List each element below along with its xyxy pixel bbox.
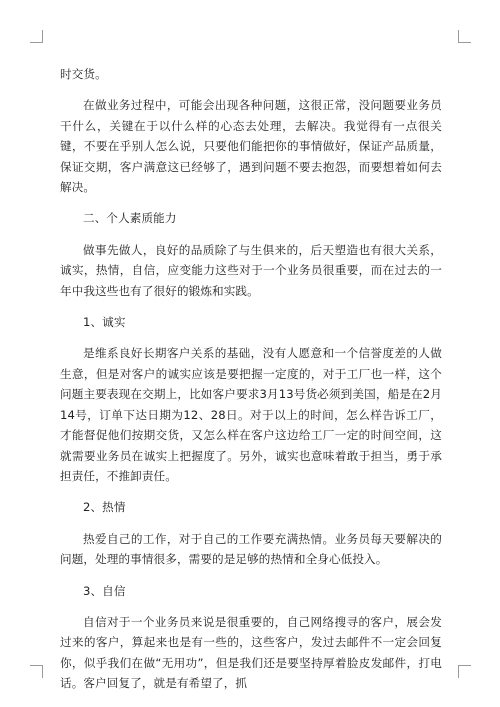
subheading-confidence: 3、自信: [83, 583, 126, 598]
paragraph-enthusiasm: 热爱自己的工作，对于自己的工作要充满热情。业务员每天要解决的问题，处理的事情很多，需要的是足够的热情和全身心低投入。: [60, 531, 442, 567]
paragraph-confidence: 自信对于一个业务员来说是很重要的，自己网络搜寻的客户，展会发过来的客户，算起来也是有一些的，这些客户，发过去邮件不一定会回复你，似乎我们在做“无用功”，但是我们还是要坚持厚着脸皮发邮件，打电话。客户回复了，就是有希望了，抓: [60, 614, 442, 691]
document-body: [60, 64, 442, 694]
paragraph-personal-quality: 做事先做人，良好的品质除了与生俱来的，后天塑造也有很大关系，诚实，热情，自信，应变能力这些对于一个业务员很重要，而在过去的一年中我这些也有了很好的锻炼和实践。: [60, 242, 442, 298]
subheading-enthusiasm: 2、热情: [83, 500, 126, 515]
paragraph-honesty: 是维系良好长期客户关系的基础，没有人愿意和一个信誉度差的人做生意，但是对客户的诚实应该是要把握一定度的，对于工厂也一样，这个问题主要表现在交期上，比如客户要求3月13号货必须到美国，船是在2月14号，订单下达日期为12、28日。对于以上的时间，怎么样告诉工厂，才能督促他们按期交货，又怎么样在客户这边给工厂一定的时间空间，这就需要业务员在诚实上把握度了。另外，诚实也意味着敢于担当，勇于承担责任，不推卸责任。: [60, 346, 442, 483]
crop-mark-top-left: [30, 30, 43, 43]
crop-mark-top-right: [458, 30, 471, 43]
crop-mark-bottom-left: [30, 665, 43, 678]
paragraph-continuation: 时交货。: [60, 67, 107, 81]
subheading-honesty: 1、诚实: [83, 315, 126, 330]
section-heading-personal-quality: 二、个人素质能力: [83, 211, 177, 226]
paragraph-attitude: 在做业务过程中，可能会出现各种问题，这很正常，没问题要业务员干什么，关键在于以什么样的心态去处理，去解决。我觉得有一点很关键，不要在乎别人怎么说，只要他们能把你的事情做好，保证产品质量，保证交期，客户满意这已经够了，遇到问题不要去抱怨，而要想着如何去解决。: [60, 98, 442, 195]
crop-mark-bottom-right: [458, 665, 471, 678]
